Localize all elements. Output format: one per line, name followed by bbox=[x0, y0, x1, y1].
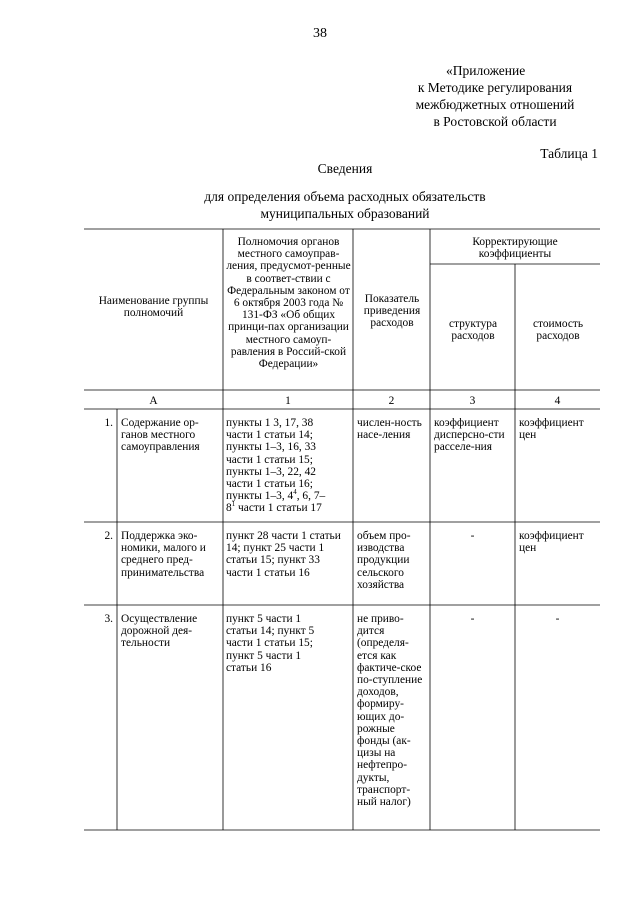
row-3-structure: - bbox=[470, 613, 475, 625]
header-coefficients: Корректирующие коэффициенты bbox=[472, 236, 558, 261]
column-code-2: 2 bbox=[388, 395, 395, 407]
column-code-1: 1 bbox=[285, 395, 291, 407]
title-line-2: для определения объема расходных обязательств bbox=[204, 189, 486, 204]
row-1-powers bbox=[226, 417, 351, 515]
row-1-powers-line: пункты 1 3, 17, 38 bbox=[226, 417, 314, 429]
header-group: Наименование группы полномочий bbox=[98, 295, 209, 320]
header-indicator: Показатель приведения расходов bbox=[363, 293, 421, 330]
row-1-powers-line: пункты 1–3, $4^4$, 6, 7– bbox=[226, 488, 326, 503]
title-line-1: Сведения bbox=[317, 161, 373, 176]
appendix-line-1: «Приложение bbox=[446, 63, 526, 78]
appendix-line-2: к Методике регулирования bbox=[417, 80, 573, 95]
row-1-name: Содержание ор-ганов местного самоуправления bbox=[121, 417, 200, 454]
appendix-line-4: в Ростовской области bbox=[433, 114, 557, 129]
title-line-3: муниципальных образований bbox=[260, 206, 430, 221]
row-2-number: 2. bbox=[104, 530, 113, 542]
row-2-cost: коэффициент цен bbox=[519, 530, 584, 555]
column-code-4: 4 bbox=[554, 395, 561, 407]
row-1-powers-line: части 1 статьи 15; bbox=[226, 453, 313, 466]
row-2-structure: - bbox=[470, 530, 475, 542]
row-1-number: 1. bbox=[104, 417, 113, 429]
row-1-powers-line: части 1 статьи 14; bbox=[226, 429, 313, 442]
row-1-powers-line: $8^1$ части 1 статьи 17 bbox=[226, 500, 322, 515]
header-structure: структура расходов bbox=[448, 318, 498, 343]
row-2-powers: пункт 28 части 1 статьи 14; пункт 25 части 1 статьи 15; пункт 33 части 1 статьи 16 bbox=[226, 530, 341, 579]
row-2-indicator: объем про-изводства продукции сельского хозяйства bbox=[357, 530, 411, 591]
column-code-3: 3 bbox=[469, 395, 476, 407]
row-1-structure: коэффициент дисперсно-сти расселе-ния bbox=[434, 417, 505, 454]
row-3-name: Осуществление дорожной дея-тельности bbox=[121, 613, 198, 650]
column-code-a: А bbox=[149, 395, 158, 407]
row-1-powers-line: пункты 1–3, 16, 33 bbox=[226, 441, 317, 454]
row-3-indicator: не приво-дится (определя-ется как фактиче-ское по-ступление доходов, формиру-ющих до-рожные фонды (ак-цизы на нефтепро-дукты, транспорт-ный налог) bbox=[357, 613, 423, 809]
row-1-cost: коэффициент цен bbox=[519, 417, 584, 442]
header-cost: стоимость расходов bbox=[532, 318, 584, 343]
table-number: Таблица 1 bbox=[540, 146, 598, 161]
row-1-powers-line: части 1 статьи 16; bbox=[226, 478, 313, 491]
row-2-name: Поддержка эко-номики, малого и среднего пред-принимательства bbox=[121, 530, 206, 579]
header-powers: Полномочия органов местного самоуправ-ления, предусмот-ренные в соответ-ствии с Федеральным законом от 6 октября 2003 года № 131-ФЗ «Об общих принци-пах организации местного самоуп-равления в Россий-ской Федерации» bbox=[226, 236, 351, 371]
appendix-line-3: межбюджетных отношений bbox=[415, 97, 575, 112]
row-3-powers: пункт 5 части 1 статьи 14; пункт 5 части 1 статьи 15; пункт 5 части 1 статьи 16 bbox=[226, 613, 315, 674]
page-number: 38 bbox=[313, 26, 327, 41]
row-3-cost: - bbox=[555, 613, 560, 625]
row-1-indicator: числен-ность насе-ления bbox=[357, 417, 422, 442]
row-1-powers-line: пункты 1–3, 22, 42 bbox=[226, 465, 317, 478]
row-3-number: 3. bbox=[104, 613, 113, 625]
